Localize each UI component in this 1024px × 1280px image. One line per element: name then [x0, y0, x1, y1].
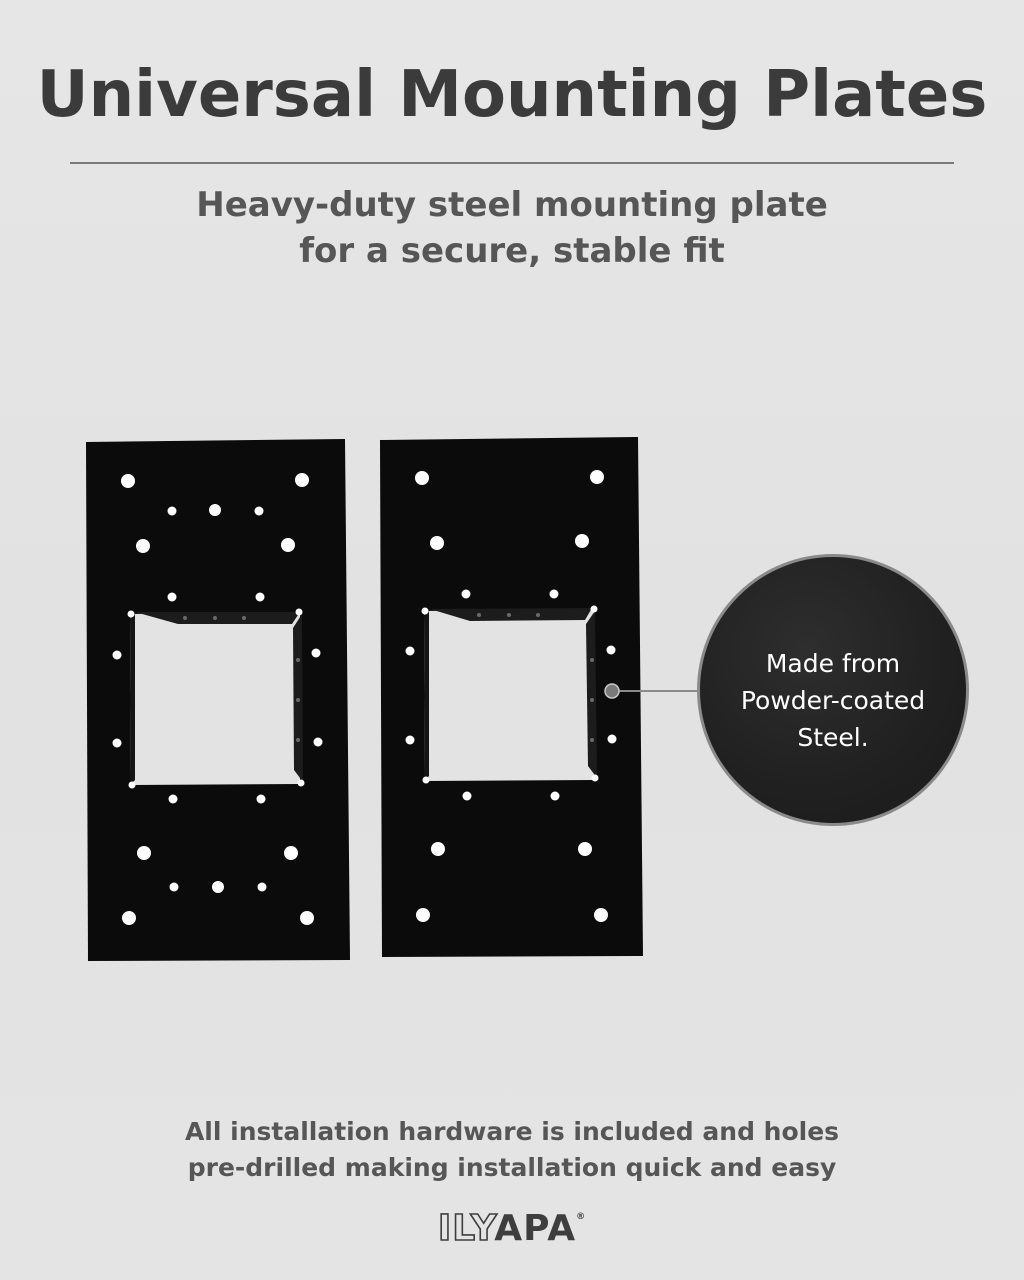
- registered-mark: ®: [576, 1212, 587, 1222]
- subtitle-line-1: Heavy-duty steel mounting plate: [196, 185, 828, 225]
- subtitle-line-2: for a secure, stable fit: [299, 231, 725, 271]
- logo-part-2: APA: [494, 1208, 577, 1249]
- page-title: Universal Mounting Plates: [36, 58, 988, 132]
- footer-line-1: All installation hardware is included and holes: [184, 1117, 840, 1146]
- brand-logo: [0, 1208, 1024, 1249]
- logo-part-1: ILY: [437, 1208, 495, 1249]
- footer-line-2: pre-drilled making installation quick and easy: [187, 1153, 837, 1182]
- callout-text: [700, 645, 966, 756]
- callout-line-1: Made from: [765, 649, 901, 678]
- footer-note: [0, 1114, 1024, 1186]
- material-callout: [697, 554, 969, 826]
- right-mounting-plate: [380, 437, 643, 957]
- callout-line-2: Powder-coated: [740, 686, 926, 715]
- left-mounting-plate: [86, 439, 350, 961]
- callout-line-3: Steel.: [797, 723, 869, 752]
